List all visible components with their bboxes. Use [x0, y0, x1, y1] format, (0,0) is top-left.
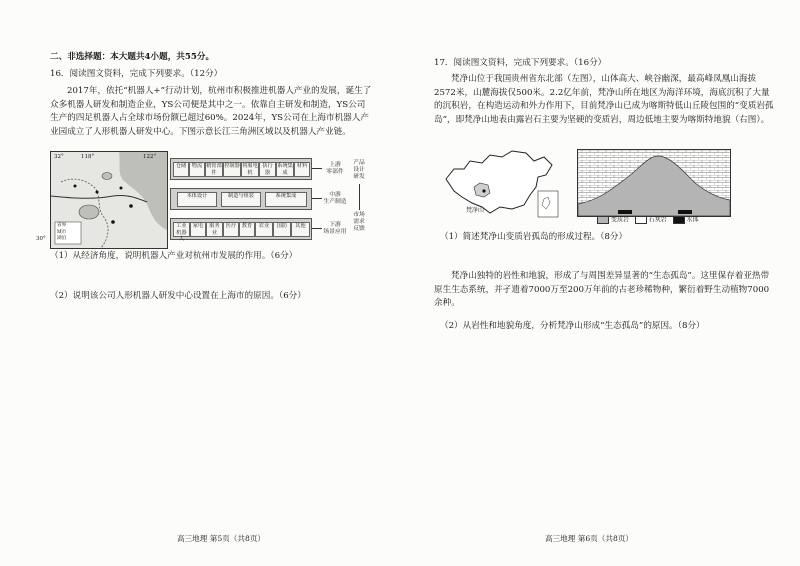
fanjingshan-label: 梵净山	[466, 207, 485, 214]
section-heading: 二、非选择题：本大题共4小题，共55分。	[50, 52, 215, 62]
chip-down-6: 国防	[273, 222, 291, 237]
legend-lake: 湖泊	[57, 236, 67, 241]
lat-30-label: 30°	[36, 236, 46, 242]
stage-upstream: 上游 零部件	[326, 162, 344, 175]
q16-sub2: （2）说明该公司人形机器人研发中心设置在上海市的原因。（6分）	[50, 291, 306, 301]
stage-downstream: 下游 场景应用	[323, 222, 347, 235]
legend-border: 省界	[57, 223, 67, 228]
legend-limestone: 石灰岩	[648, 216, 667, 224]
q17-passage-2: 梵净山独特的岩性和地貌，形成了与周围差异显著的“生态孤岛”。这里保存着亚热带原生生态系统，并孑遗着7000万至200万年前的古老珍稀物种，繁衍着野生动植物7000余种。	[434, 271, 770, 309]
chip-down-1: 家电	[190, 222, 206, 237]
legend-water: 水体	[686, 216, 699, 224]
chip-down-2: 服务业	[206, 222, 223, 237]
q17-sub2: （2）从岩性和地貌角度，分析梵净山形成“生态孤岛”的原因。（8分）	[440, 321, 705, 331]
middle-band	[170, 188, 312, 210]
swatch-water	[673, 216, 685, 224]
lon-122-label: 122°	[143, 154, 157, 160]
side-design: 产品 设计 研发	[353, 160, 365, 180]
chip-up-4: 伺服电机	[242, 163, 258, 176]
q17-passage: 梵净山位于我国贵州省东北部（左图），山体高大、峡谷幽深，最高峰凤凰山海拔2572米，山麓海拔仅500米。2.2亿年前，梵净山所在地区为海洋环境，海底沉积了大量的沉积岩，在构造运动和外力作用下，目前梵净山已成为喀斯特低山丘陵包围的“变质岩孤岛”，即梵净山地表由露岩石主要为坚硬的变质岩，周边低地主要为喀斯特地貌（右图）。	[434, 74, 774, 125]
q16-figure	[36, 151, 372, 247]
lat-32-label: 32°	[54, 154, 64, 160]
side-market: 市场 需求 反馈	[353, 212, 365, 232]
chip-down-0: 工业机器人	[173, 222, 190, 237]
stage-middle: 中游 生产制造	[323, 192, 347, 205]
chip-up-0: 仓储	[173, 162, 189, 177]
chip-down-7: 其他	[291, 222, 310, 237]
chip-up-2: 精密部件	[206, 163, 222, 176]
chip-up-3: 控制器	[223, 162, 241, 177]
section-drawing	[578, 150, 730, 216]
section-legend	[597, 216, 699, 225]
swatch-limestone	[635, 216, 647, 224]
chip-up-6: 系统集成	[277, 163, 293, 176]
china-map	[440, 147, 565, 221]
footer-page-6: 高三地理 第6页（共8页）	[545, 534, 634, 543]
side-connector	[359, 184, 360, 210]
chip-mid-2: 系统集成	[265, 192, 307, 207]
lon-118-label: 118°	[81, 154, 95, 160]
chip-up-1: 物流	[189, 162, 205, 177]
q16-intro: 16．阅读图文资料，完成下列要求。（12分）	[50, 69, 223, 79]
chip-down-3: 医疗	[223, 222, 239, 237]
arrow-mid	[312, 198, 322, 199]
chip-up-7: 材料	[294, 162, 310, 177]
map-drawing	[51, 152, 167, 248]
upstream-band	[170, 158, 312, 180]
arrow-up	[312, 168, 322, 169]
downstream-band	[170, 218, 312, 240]
footer-page-5: 高三地理 第5页（共8页）	[177, 534, 266, 543]
yangtze-delta-map	[50, 151, 168, 249]
legend-city: 城市	[57, 229, 67, 235]
chip-down-5: 农业	[255, 222, 273, 237]
legend-metamorphic: 变质岩	[611, 216, 630, 224]
q17-intro: 17．阅读图文资料，完成下列要求。（16分）	[434, 58, 607, 68]
q16-sub1: （1）从经济角度，说明机器人产业对杭州市发展的作用。（6分）	[50, 251, 298, 261]
swatch-metamorphic	[597, 216, 609, 224]
q16-passage: 2017年，依托“机器人+”行动计划，杭州市积极推进机器人产业的发展，诞生了众多机器人研发和制造企业，YS公司便是其中之一。依靠自主研发和制造，YS公司生产的四足机器人占全球市场份额已超过60%。2024年，YS公司在上海市机器人产业园成立了人形机器人研发中心。下图示意长江三角洲区域以及机器人产业链。	[50, 86, 372, 137]
chip-up-5: 执行器	[259, 162, 276, 177]
q17-figure	[440, 147, 740, 229]
robot-industry-chain	[170, 154, 370, 244]
page-6	[400, 0, 800, 566]
geologic-section	[577, 149, 731, 217]
chip-down-4: 教育	[239, 222, 255, 237]
q17-sub1: （1）简述梵净山变质岩孤岛的形成过程。（8分）	[440, 232, 628, 242]
map-legend	[57, 223, 66, 243]
chip-mid-0: 本体设计	[177, 192, 217, 207]
arrow-down	[312, 228, 322, 229]
chip-mid-1: 制造与组装	[221, 192, 261, 207]
china-outline	[440, 147, 565, 221]
